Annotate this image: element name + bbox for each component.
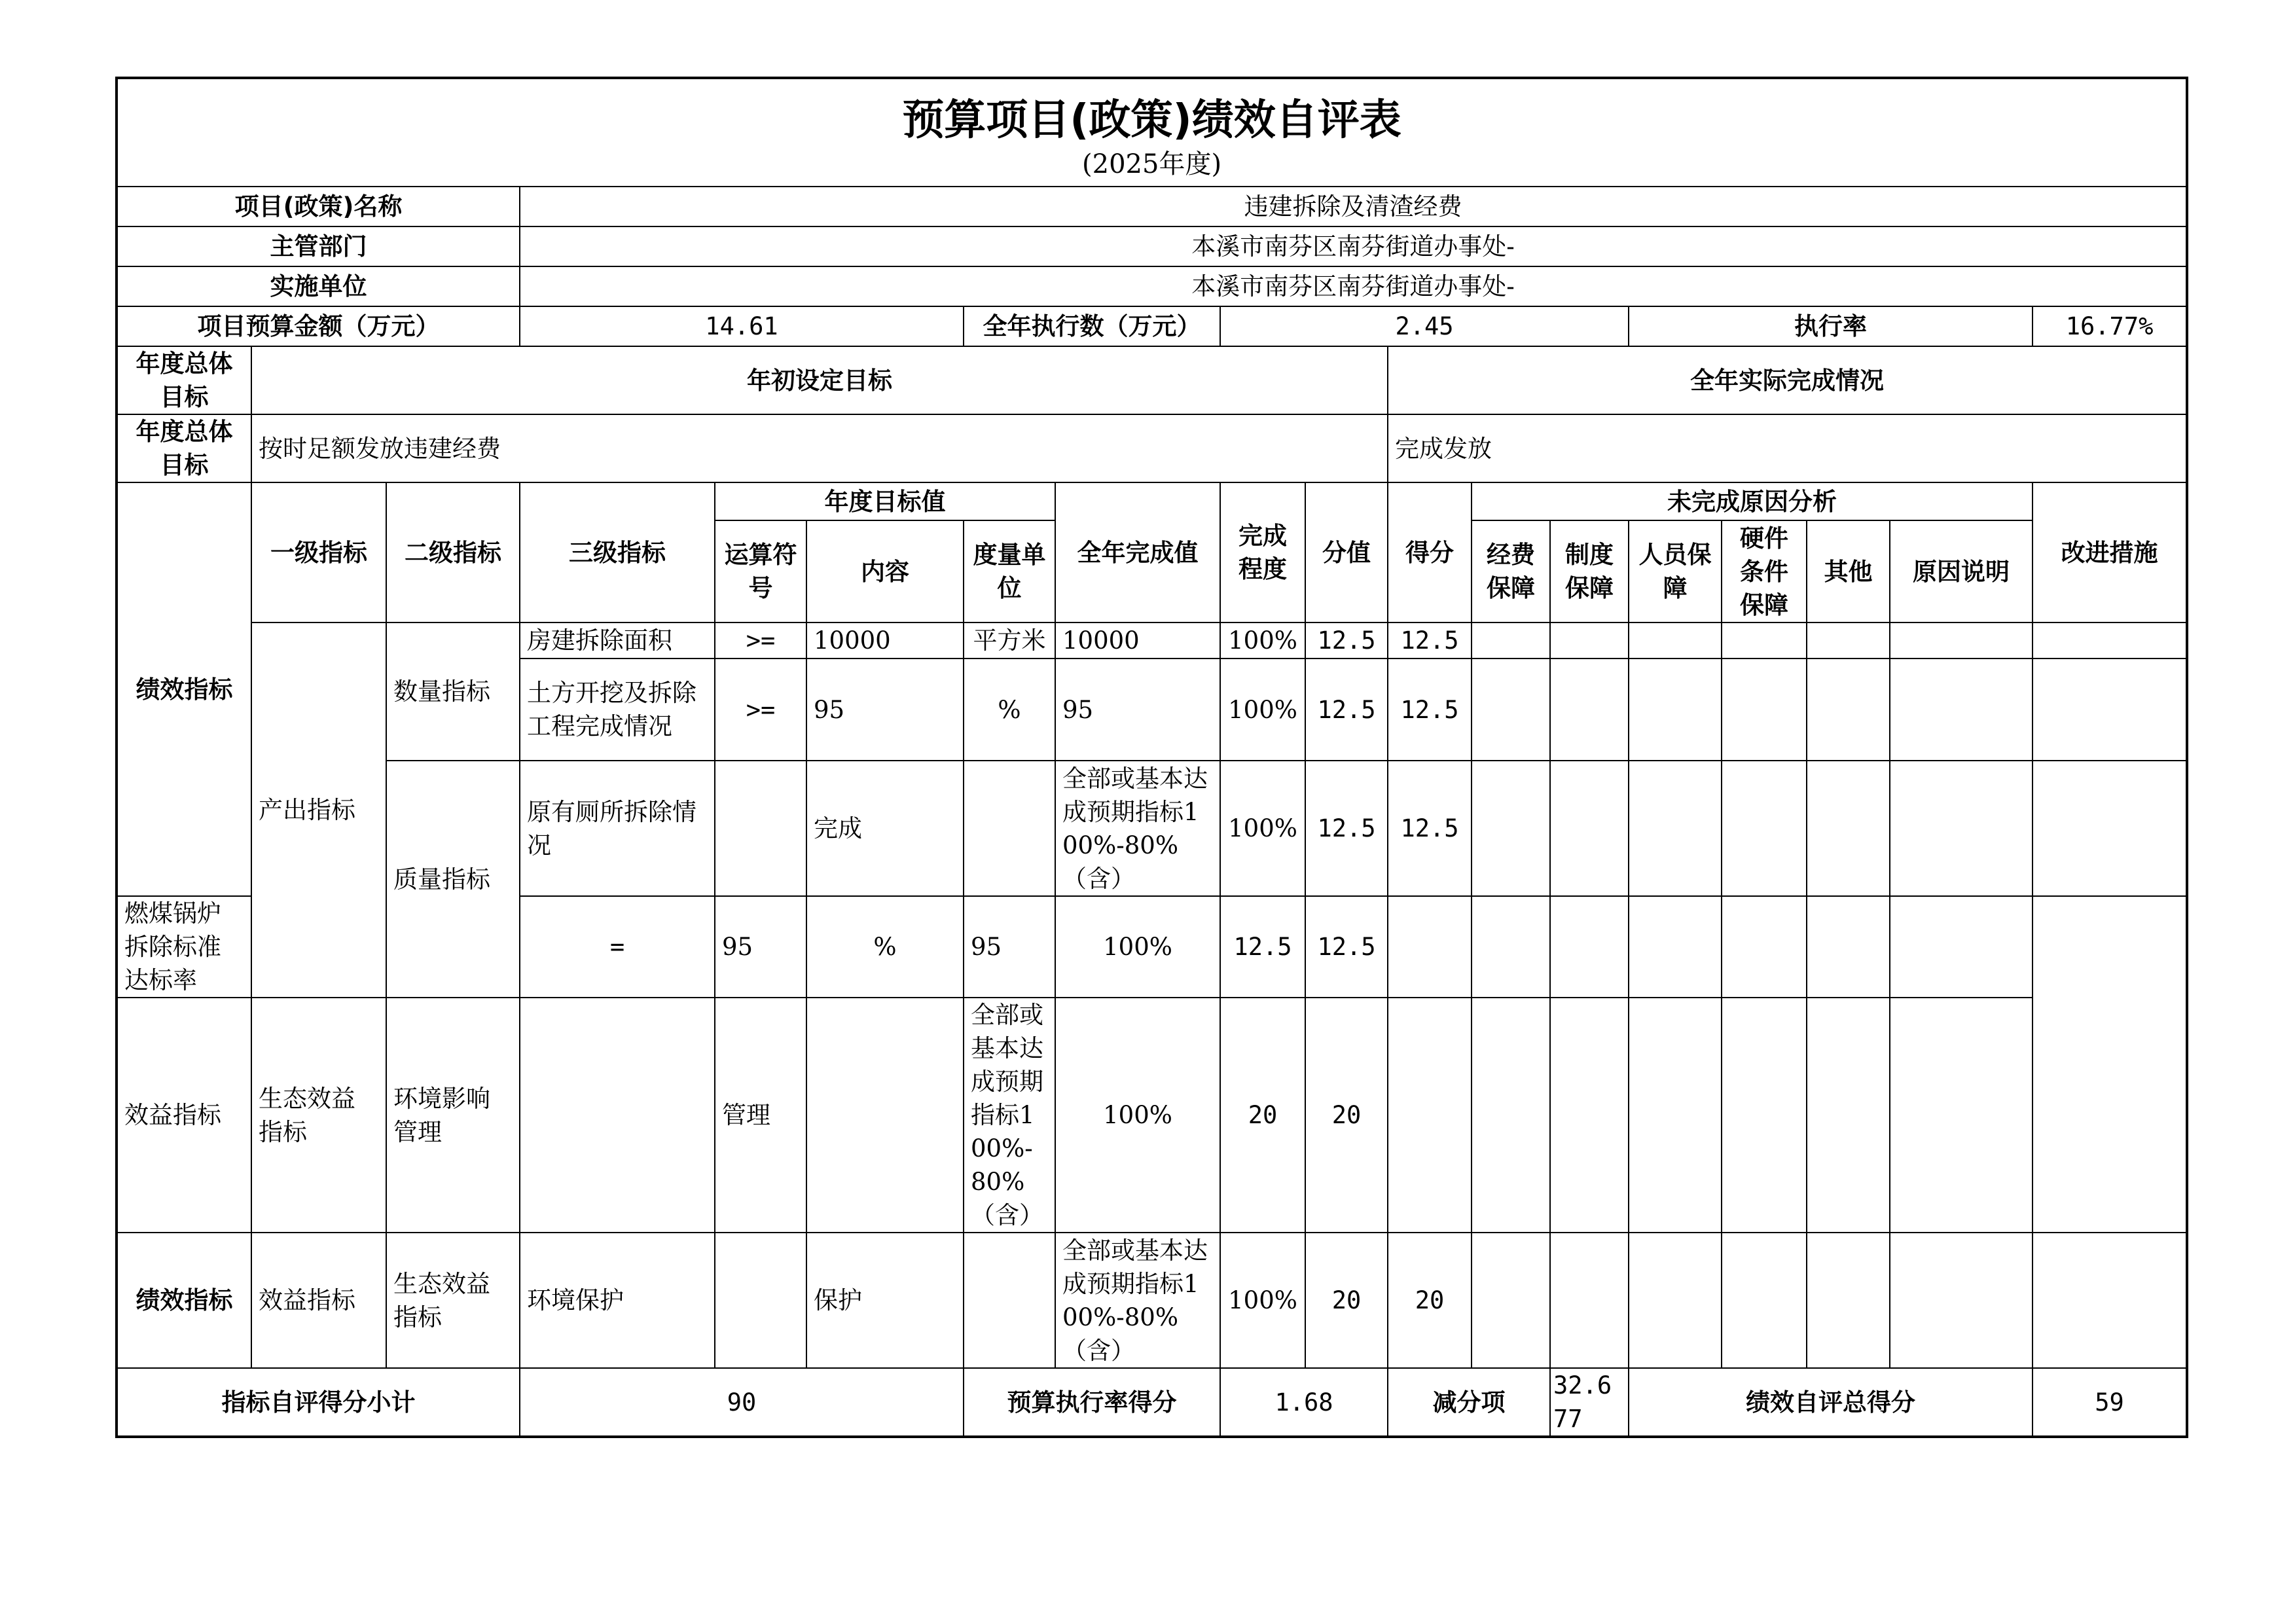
l2-quality: 质量指标 bbox=[386, 761, 520, 998]
page-title: 预算项目(政策)绩效自评表 bbox=[902, 96, 1401, 145]
unit-label: 实施单位 bbox=[117, 266, 520, 306]
goal-set-text: 按时足额发放违建经费 bbox=[251, 414, 1388, 482]
col-op: 运算符号 bbox=[715, 520, 806, 623]
indicator-name: 房建拆除面积 bbox=[520, 623, 715, 659]
goal-content-row bbox=[117, 414, 2187, 482]
l2-quantity: 数量指标 bbox=[386, 623, 520, 761]
table-row bbox=[117, 1233, 2187, 1368]
deduct-label: 减分项 bbox=[1388, 1368, 1550, 1437]
indicator-actual: 全部或基本达成预期指标100%-80%（含） bbox=[1055, 1233, 1220, 1368]
indicator-degree: 100% bbox=[1220, 761, 1305, 896]
dept-label: 主管部门 bbox=[117, 226, 520, 266]
indicator-degree: 100% bbox=[1055, 896, 1220, 998]
col-reason-other: 其他 bbox=[1807, 520, 1890, 623]
indicator-content: 10000 bbox=[806, 623, 964, 659]
indicator-content: 完成 bbox=[806, 761, 964, 896]
indicator-unit bbox=[964, 761, 1055, 896]
page-subtitle: (2025年度) bbox=[1082, 149, 1222, 179]
performance-self-evaluation-table bbox=[115, 77, 2188, 1438]
indicator-points: 12.5 bbox=[1305, 761, 1388, 896]
indicator-op: = bbox=[520, 896, 715, 998]
indicator-content: 95 bbox=[715, 896, 806, 998]
l2-eco-2: 生态效益指标 bbox=[386, 1233, 520, 1368]
indicator-score: 20 bbox=[1388, 1233, 1472, 1368]
indicator-score: 12.5 bbox=[1388, 761, 1472, 896]
col-reason-funding: 经费保障 bbox=[1472, 520, 1550, 623]
indicator-points: 12.5 bbox=[1305, 623, 1388, 659]
project-name-row bbox=[117, 187, 2187, 226]
col-unit: 度量单位 bbox=[964, 520, 1055, 623]
indicator-points: 12.5 bbox=[1220, 896, 1305, 998]
l2-eco: 生态效益指标 bbox=[251, 998, 386, 1233]
dept-row bbox=[117, 226, 2187, 266]
l1-benefit-2: 效益指标 bbox=[251, 1233, 386, 1368]
header-row-1 bbox=[117, 482, 2187, 520]
unit-row bbox=[117, 266, 2187, 306]
unit-value: 本溪市南芬区南芬街道办事处- bbox=[520, 266, 2187, 306]
budget-score-label: 预算执行率得分 bbox=[964, 1368, 1220, 1437]
perf-section-label-2: 绩效指标 bbox=[117, 1233, 251, 1368]
l1-output: 产出指标 bbox=[251, 623, 386, 998]
goal-header-row bbox=[117, 346, 2187, 414]
table-row bbox=[117, 998, 2187, 1233]
col-l3: 三级指标 bbox=[520, 482, 715, 623]
indicator-op bbox=[715, 761, 806, 896]
exec-value: 2.45 bbox=[1220, 306, 1629, 346]
subtotal-label: 指标自评得分小计 bbox=[117, 1368, 520, 1437]
col-reason-note: 原因说明 bbox=[1890, 520, 2033, 623]
deduct-value: 32.677 bbox=[1550, 1368, 1629, 1437]
indicator-unit: % bbox=[964, 659, 1055, 761]
indicator-name: 环境保护 bbox=[520, 1233, 715, 1368]
project-name-value: 违建拆除及清渣经费 bbox=[520, 187, 2187, 226]
col-improve: 改进措施 bbox=[2033, 482, 2187, 623]
footer-row bbox=[117, 1368, 2187, 1437]
col-reason-hardware: 硬件条件保障 bbox=[1722, 520, 1807, 623]
indicator-unit: 平方米 bbox=[964, 623, 1055, 659]
rate-value: 16.77% bbox=[2033, 306, 2187, 346]
indicator-content: 95 bbox=[806, 659, 964, 761]
subtotal-value: 90 bbox=[520, 1368, 964, 1437]
indicator-degree: 100% bbox=[1220, 623, 1305, 659]
l1-benefit: 效益指标 bbox=[117, 998, 251, 1233]
indicator-points: 20 bbox=[1220, 998, 1305, 1233]
budget-value: 14.61 bbox=[520, 306, 964, 346]
indicator-op: >= bbox=[715, 623, 806, 659]
indicator-degree: 100% bbox=[1055, 998, 1220, 1233]
indicator-actual: 全部或基本达成预期指标100%-80%（含） bbox=[1055, 761, 1220, 896]
indicator-score: 12.5 bbox=[1388, 659, 1472, 761]
indicator-score: 12.5 bbox=[1305, 896, 1388, 998]
indicator-points: 20 bbox=[1305, 1233, 1388, 1368]
goal-actual-header: 全年实际完成情况 bbox=[1388, 346, 2187, 414]
indicator-score: 12.5 bbox=[1388, 623, 1472, 659]
perf-section-label: 绩效指标 bbox=[117, 482, 251, 896]
project-name-label: 项目(政策)名称 bbox=[117, 187, 520, 226]
col-points: 分值 bbox=[1305, 482, 1388, 623]
title-row bbox=[117, 78, 2187, 187]
col-l1: 一级指标 bbox=[251, 482, 386, 623]
table-row bbox=[117, 761, 2187, 896]
indicator-points: 12.5 bbox=[1305, 659, 1388, 761]
budget-score-value: 1.68 bbox=[1220, 1368, 1388, 1437]
goal-row-label: 年度总体目标 bbox=[117, 346, 251, 414]
indicator-op: >= bbox=[715, 659, 806, 761]
col-degree: 完成程度 bbox=[1220, 482, 1305, 623]
col-target-group: 年度目标值 bbox=[715, 482, 1055, 520]
exec-label: 全年执行数（万元） bbox=[964, 306, 1220, 346]
indicator-name: 环境影响管理 bbox=[386, 998, 520, 1233]
dept-value: 本溪市南芬区南芬街道办事处- bbox=[520, 226, 2187, 266]
rate-label: 执行率 bbox=[1629, 306, 2033, 346]
col-reason-staff: 人员保障 bbox=[1629, 520, 1722, 623]
col-actual: 全年完成值 bbox=[1055, 482, 1220, 623]
indicator-op bbox=[520, 998, 715, 1233]
indicator-content: 保护 bbox=[806, 1233, 964, 1368]
indicator-actual: 95 bbox=[964, 896, 1055, 998]
budget-label: 项目预算金额（万元） bbox=[117, 306, 520, 346]
col-content: 内容 bbox=[806, 520, 964, 623]
indicator-actual: 10000 bbox=[1055, 623, 1220, 659]
goal-set-header: 年初设定目标 bbox=[251, 346, 1388, 414]
indicator-name: 原有厕所拆除情况 bbox=[520, 761, 715, 896]
indicator-actual: 95 bbox=[1055, 659, 1220, 761]
indicator-unit bbox=[806, 998, 964, 1233]
goal-actual-text: 完成发放 bbox=[1388, 414, 2187, 482]
indicator-unit bbox=[964, 1233, 1055, 1368]
col-l2: 二级指标 bbox=[386, 482, 520, 623]
goal-row-label: 年度总体目标 bbox=[117, 414, 251, 482]
col-score: 得分 bbox=[1388, 482, 1472, 623]
indicator-degree: 100% bbox=[1220, 659, 1305, 761]
indicator-unit: % bbox=[806, 896, 964, 998]
col-reason-system: 制度保障 bbox=[1550, 520, 1629, 623]
indicator-score: 20 bbox=[1305, 998, 1388, 1233]
indicator-actual: 全部或基本达成预期指标100%-80%（含） bbox=[964, 998, 1055, 1233]
col-reason-group: 未完成原因分析 bbox=[1472, 482, 2033, 520]
indicator-name: 燃煤锅炉拆除标准达标率 bbox=[117, 896, 251, 998]
indicator-name: 土方开挖及拆除工程完成情况 bbox=[520, 659, 715, 761]
total-value: 59 bbox=[2033, 1368, 2187, 1437]
indicator-op bbox=[715, 1233, 806, 1368]
total-label: 绩效自评总得分 bbox=[1629, 1368, 2033, 1437]
indicator-degree: 100% bbox=[1220, 1233, 1305, 1368]
table-row bbox=[117, 623, 2187, 659]
budget-row bbox=[117, 306, 2187, 346]
indicator-content: 管理 bbox=[715, 998, 806, 1233]
